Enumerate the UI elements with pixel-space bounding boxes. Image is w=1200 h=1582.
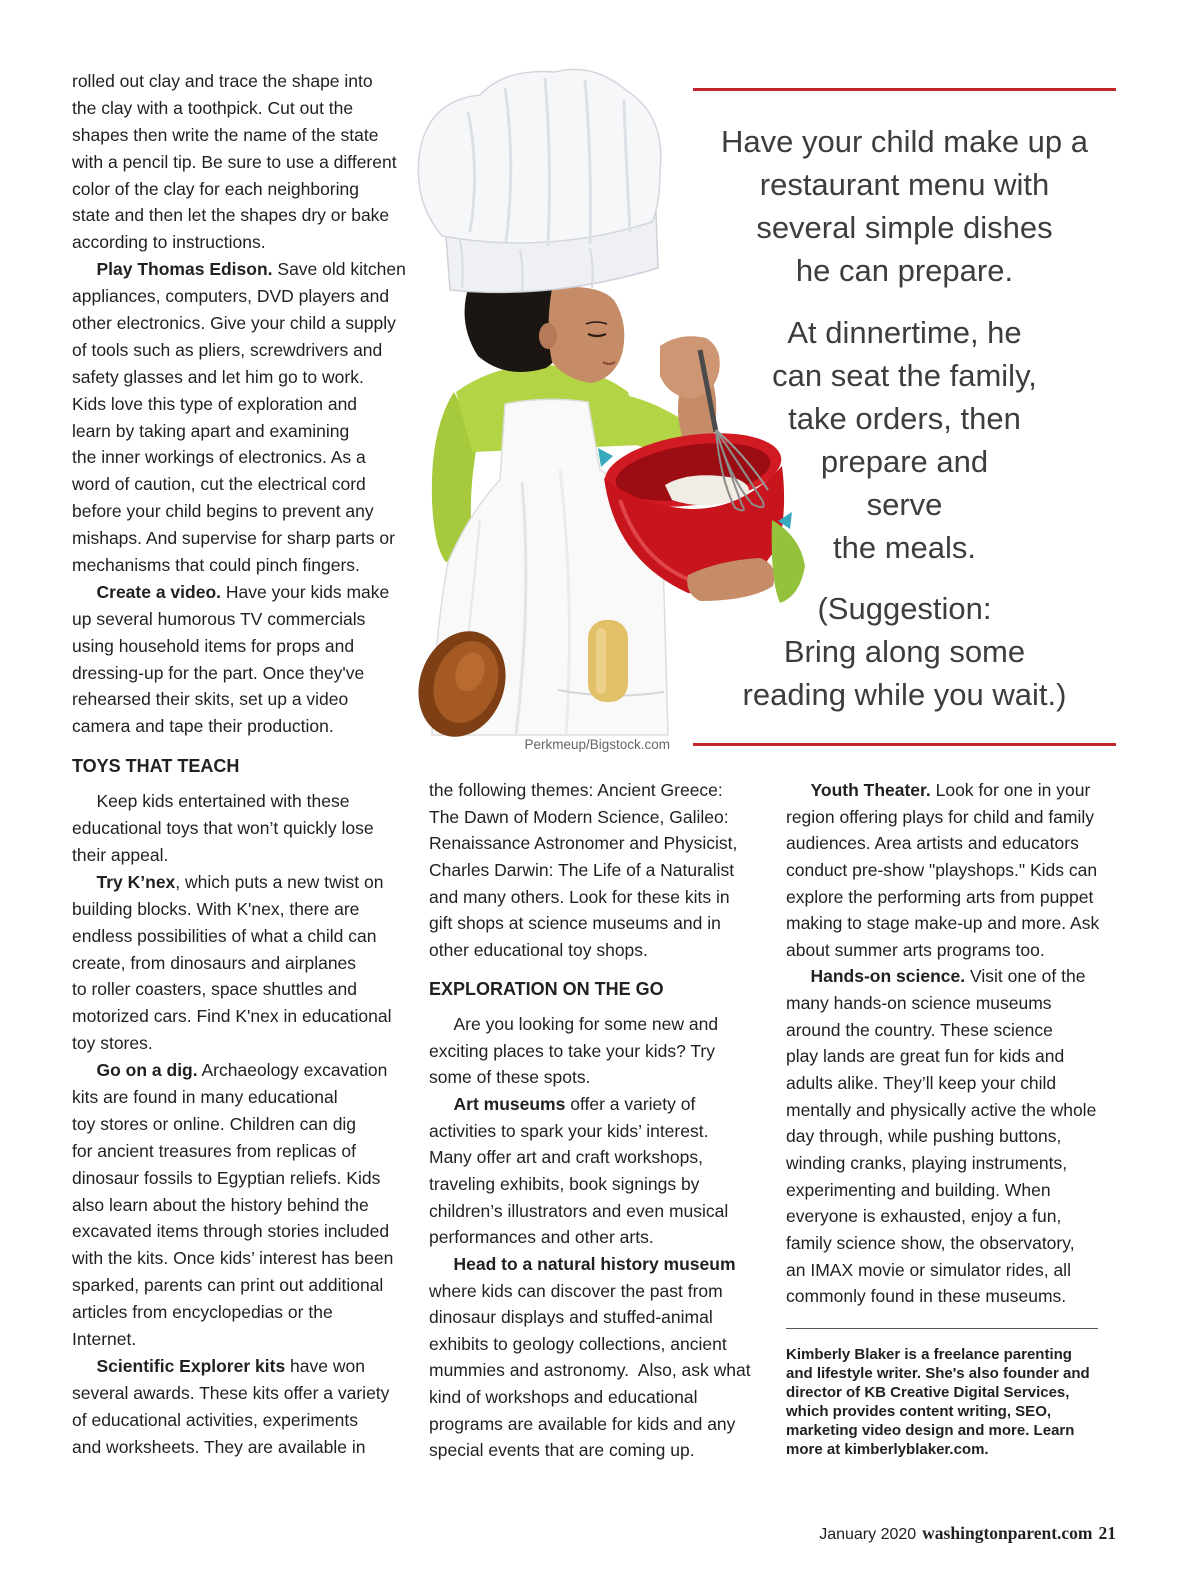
site-name: washingtonparent.com <box>922 1523 1093 1543</box>
text-line: making to stage make-up and more. Ask <box>786 913 1100 934</box>
pull-quote-line: take orders, then <box>788 400 1021 436</box>
text-line: their appeal. <box>72 844 169 865</box>
text-line: camera and tape their production. <box>72 716 334 737</box>
text-line: of tools such as pliers, screwdrivers and <box>72 339 383 360</box>
text-line: children’s illustrators and even musical <box>429 1200 729 1221</box>
text-line: excavated items through stories included <box>72 1221 390 1242</box>
lead-in: Scientific Explorer kits <box>96 1355 286 1376</box>
text-line: of educational activities, experiments <box>72 1409 358 1430</box>
bio-line: director of KB Creative Digital Services, <box>786 1383 1070 1401</box>
paragraph-first-line <box>72 1353 410 1380</box>
text-line: other educational toy shops. <box>429 939 648 960</box>
paragraph <box>72 68 410 256</box>
text-line: before your child begins to prevent any <box>72 501 374 522</box>
paragraph <box>72 869 410 1057</box>
text-line: mechanisms that could pinch fingers. <box>72 555 360 576</box>
text-line: day through, while pushing buttons, <box>786 1126 1062 1147</box>
text-line: other electronics. Give your child a supply <box>72 313 396 334</box>
text-line: programs are available for kids and any <box>429 1413 736 1434</box>
issue-date: January 2020 <box>819 1526 917 1543</box>
text-line: sparked, parents can print out additional <box>72 1275 384 1296</box>
paragraph <box>72 1057 410 1353</box>
text-line: adults alike. They’ll keep your child <box>786 1073 1057 1094</box>
text-line: word of caution, cut the electrical cord <box>72 474 366 495</box>
text-line: and worksheets. They are available in <box>72 1436 366 1457</box>
pull-quote-line: the meals. <box>832 529 976 565</box>
right-column <box>786 777 1116 1459</box>
left-column <box>72 68 410 1460</box>
text-line: many hands-on science museums <box>786 993 1052 1014</box>
text-line: traveling exhibits, book signings by <box>429 1173 700 1194</box>
pull-quote-paragraph <box>693 587 1116 716</box>
text-line: appliances, computers, DVD players and <box>72 286 390 307</box>
text-line: toy stores. <box>72 1033 153 1054</box>
middle-column <box>429 777 764 1464</box>
text-line: rolled out clay and trace the shape into <box>72 71 373 91</box>
text-line: Internet. <box>72 1328 137 1349</box>
text-line: rehearsed their skits, set up a video <box>72 689 349 710</box>
bio-line: which provides content writing, SEO, <box>786 1402 1052 1420</box>
text-line: experimenting and building. When <box>786 1179 1051 1200</box>
lead-in: Go on a dig. <box>96 1060 198 1081</box>
text-line: kits are found in many educational <box>72 1086 338 1107</box>
bio-line: more at kimberlyblaker.com. <box>786 1440 989 1458</box>
text-line: gift shops at science museums and in <box>429 913 721 934</box>
lead-in: Create a video. <box>96 581 221 602</box>
paragraph <box>429 1091 764 1251</box>
text-line: dinosaur fossils to Egyptian reliefs. Kids <box>72 1167 381 1188</box>
lead-in: Try K’nex <box>96 871 176 892</box>
paragraph-first-line <box>72 869 410 896</box>
text-line: the clay with a toothpick. Cut out the <box>72 97 354 118</box>
text-line: commonly found in these museums. <box>786 1286 1067 1307</box>
text-line: where kids can discover the past from <box>429 1280 723 1301</box>
text-line: state and then let the shapes dry or bake <box>72 205 390 226</box>
photo-credit: Perkmeup/Bigstock.com <box>524 737 670 752</box>
section-heading: TOYS THAT TEACH <box>72 756 240 777</box>
chef-hat <box>418 69 660 292</box>
lead-rest: have won <box>285 1355 365 1376</box>
lead-in: Youth Theater. <box>810 780 931 800</box>
face <box>549 287 625 383</box>
text-line: audiences. Area artists and educators <box>786 833 1079 854</box>
text-line: articles from encyclopedias or the <box>72 1302 333 1323</box>
text-line: mentally and physically active the whole <box>786 1099 1097 1120</box>
text-line: according to instructions. <box>72 232 266 253</box>
pull-quote-line: several simple dishes <box>756 210 1053 245</box>
text-line: dinosaur displays and stuffed-animal <box>429 1307 713 1328</box>
pull-quote-line: (Suggestion: <box>817 591 992 626</box>
paragraph-first-line <box>429 1251 764 1278</box>
text-line: educational toys that won’t quickly lose <box>72 818 374 839</box>
text-line: everyone is exhausted, enjoy a fun, <box>786 1206 1062 1227</box>
text-line: safety glasses and let him go to work. <box>72 366 364 387</box>
text-line: about summer arts programs too. <box>786 939 1045 960</box>
right-column-body <box>786 777 1116 1310</box>
paragraph <box>72 256 410 579</box>
text-line: to roller coasters, space shuttles and <box>72 979 358 1000</box>
text-line: the following themes: Ancient Greece: <box>429 780 723 800</box>
text-line: Renaissance Astronomer and Physicist, <box>429 833 738 854</box>
page-number: 21 <box>1098 1523 1116 1543</box>
text-line: several awards. These kits offer a variety <box>72 1382 390 1403</box>
pull-quote-line: Bring along some <box>783 634 1026 669</box>
paragraph <box>429 1251 764 1464</box>
text-line: an IMAX movie or simulator rides, all <box>786 1259 1071 1280</box>
bio-divider <box>786 1328 1098 1329</box>
pull-quote-paragraph <box>693 120 1116 292</box>
text-line: exhibits to geology collections, ancient <box>429 1333 727 1354</box>
text-line: kind of workshops and educational <box>429 1387 698 1408</box>
text-line: shapes then write the name of the state <box>72 124 379 145</box>
lead-rest: , which puts a new twist on <box>175 871 384 892</box>
paragraph-first-line <box>786 777 1116 804</box>
text-line: region offering plays for child and family <box>786 806 1095 827</box>
paragraph <box>72 1353 410 1461</box>
text-line: also learn about the history behind the <box>72 1194 369 1215</box>
text-line: motorized cars. Find K'nex in educational <box>72 1006 392 1027</box>
lead-in: Play Thomas Edison. <box>96 259 273 280</box>
text-line: around the country. These science <box>786 1019 1053 1040</box>
bio-line: and lifestyle writer. She's also founder and <box>786 1364 1090 1382</box>
pull-quote-line: he can prepare. <box>795 253 1014 288</box>
pull-quote-line: At dinnertime, he <box>787 314 1022 350</box>
bio-line: marketing video design and more. Learn <box>786 1421 1075 1439</box>
paragraph-first-line <box>72 579 410 606</box>
paragraph <box>429 777 764 963</box>
text-line: mummies and astronomy. Also, ask what <box>429 1360 751 1381</box>
text-line: winding cranks, playing instruments, <box>786 1152 1068 1173</box>
lead-rest: Look for one in your <box>930 780 1091 800</box>
paragraph <box>72 788 410 869</box>
text-line: Charles Darwin: The Life of a Naturalist <box>429 859 735 880</box>
text-line: family science show, the observatory, <box>786 1232 1075 1253</box>
text-line: mishaps. And supervise for sharp parts or <box>72 528 395 549</box>
pull-quote-line: reading while you wait.) <box>742 677 1067 712</box>
pull-quote-line: can seat the family, <box>772 357 1037 393</box>
text-line: activities to spark your kids’ interest. <box>429 1120 709 1141</box>
text-line: with a pencil tip. Be sure to use a different <box>72 151 397 172</box>
paragraph <box>786 777 1116 963</box>
lead-in: Head to a natural history museum <box>453 1253 736 1274</box>
text-line: conduct pre-show "playshops." Kids can <box>786 859 1098 880</box>
text-line: Keep kids entertained with these <box>96 791 350 812</box>
paragraph-first-line <box>429 1091 764 1118</box>
wooden-spatula <box>588 620 628 702</box>
paragraph-first-line <box>786 963 1116 990</box>
text-line: performances and other arts. <box>429 1227 654 1248</box>
pull-quote-line: restaurant menu with <box>759 167 1050 202</box>
text-line: and many others. Look for these kits in <box>429 886 730 907</box>
text-line: Are you looking for some new and <box>453 1014 719 1035</box>
section-heading: EXPLORATION ON THE GO <box>429 979 664 1000</box>
pull-quote-paragraph <box>693 311 1116 569</box>
paragraph <box>429 1011 764 1091</box>
pull-quote <box>693 120 1116 735</box>
page-footer <box>819 1521 1116 1547</box>
text-line: create, from dinosaurs and airplanes <box>72 952 357 973</box>
lead-rest: Visit one of the <box>965 966 1086 987</box>
paragraph <box>72 579 410 740</box>
lead-rest: Archaeology excavation <box>197 1060 388 1081</box>
text-line: endless possibilities of what a child can <box>72 925 377 946</box>
text-line: The Dawn of Modern Science, Galileo: <box>429 806 729 827</box>
text-line: exciting places to take your kids? Try <box>429 1040 715 1061</box>
text-line: learn by taking apart and examining <box>72 420 350 441</box>
lead-in: Art museums <box>453 1094 566 1115</box>
pull-quote-line: prepare and <box>820 443 989 479</box>
author-bio <box>786 1345 1116 1459</box>
paragraph-first-line <box>72 256 410 283</box>
text-line: for ancient treasures from replicas of <box>72 1140 357 1161</box>
text-line: Many offer art and craft workshops, <box>429 1147 703 1168</box>
text-line: toy stores or online. Children can dig <box>72 1113 357 1134</box>
text-line: dressing-up for the part. Once they've <box>72 662 365 683</box>
text-line: some of these spots. <box>429 1067 591 1088</box>
text-line: up several humorous TV commercials <box>72 608 366 629</box>
lead-rest: offer a variety of <box>565 1094 696 1115</box>
paragraph-first-line <box>72 1057 410 1084</box>
text-line: Kids love this type of exploration and <box>72 393 358 414</box>
lead-rest: Save old kitchen <box>272 259 406 280</box>
text-line: building blocks. With K'nex, there are <box>72 898 360 919</box>
lead-rest: Have your kids make <box>221 581 390 602</box>
lead-in: Hands-on science. <box>810 966 966 987</box>
pull-quote-line: Have your child make up a <box>720 124 1089 159</box>
bio-line: Kimberly Blaker is a freelance parenting <box>786 1345 1072 1363</box>
pull-quote-line: serve <box>866 486 943 522</box>
text-line: explore the performing arts from puppet <box>786 886 1094 907</box>
text-line: color of the clay for each neighboring <box>72 178 359 199</box>
text-line: special events that are coming up. <box>429 1440 695 1461</box>
text-line: play lands are great fun for kids and <box>786 1046 1065 1067</box>
text-line: with the kits. Once kids’ interest has been <box>72 1248 394 1269</box>
text-line: using household items for props and <box>72 635 355 656</box>
paragraph <box>786 963 1116 1309</box>
text-line: the inner workings of electronics. As a <box>72 447 366 468</box>
